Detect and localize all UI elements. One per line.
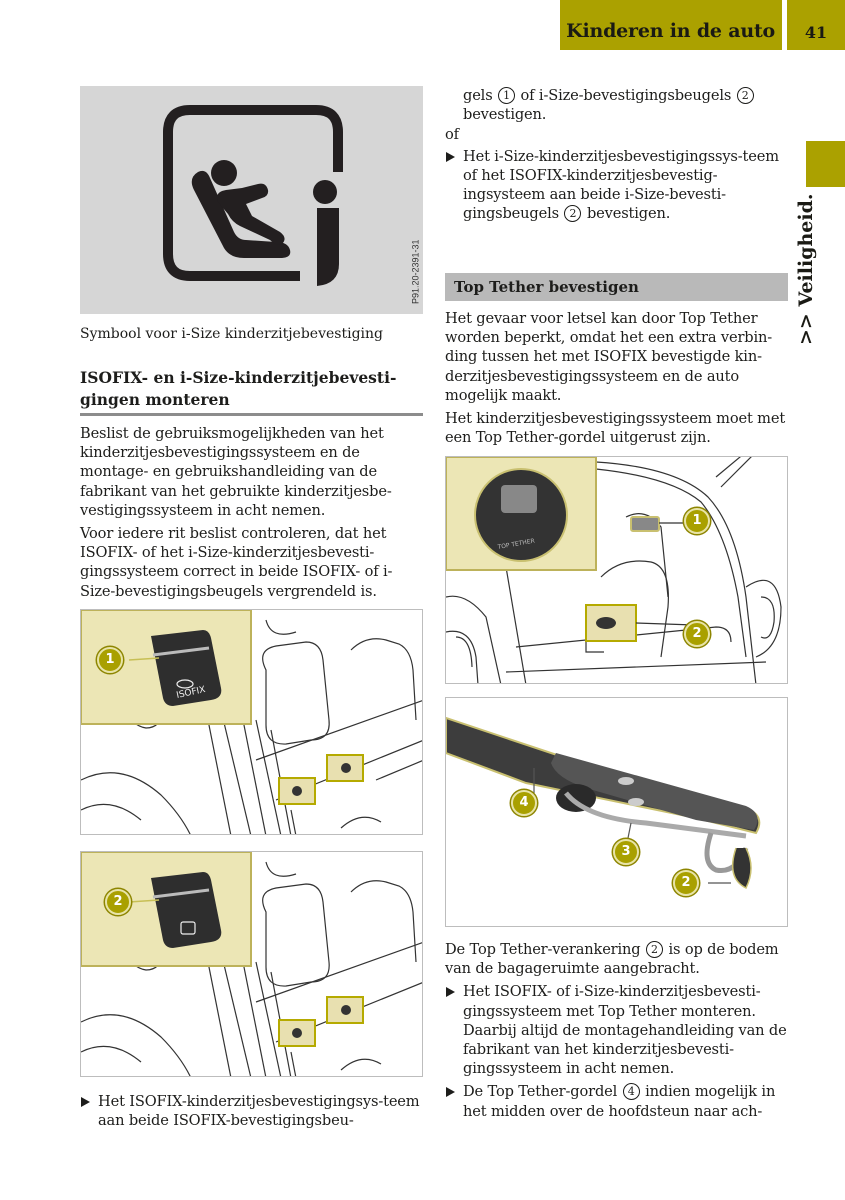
callout-2: 2 bbox=[684, 621, 710, 647]
bullet-item: De Top Tether-gordel 4 indien mogelijk in het midden over de hoofdsteun naar ach- bbox=[445, 1082, 788, 1120]
ref-number: 2 bbox=[564, 205, 581, 222]
top-tether-text bbox=[445, 309, 788, 451]
heading-rule bbox=[80, 413, 423, 416]
subsection-heading-bar bbox=[445, 273, 788, 301]
page-number: 41 bbox=[804, 23, 828, 42]
callout-1: 1 bbox=[97, 647, 123, 673]
chapter-title: Kinderen in de auto bbox=[566, 20, 775, 42]
callout-2: 2 bbox=[673, 870, 699, 896]
paragraph: Het kinderzitjesbevestigingssysteem moet met een Top Tether-gordel uitgerust zijn. bbox=[445, 410, 786, 447]
callout-2: 2 bbox=[105, 889, 131, 915]
section-tab-label: >> Veiligheid. bbox=[795, 193, 817, 345]
anchor-text bbox=[445, 940, 788, 1121]
section-heading: ISOFIX- en i-Size-kinderzitjebevesti-gingen monteren bbox=[80, 368, 397, 409]
i-size-child-seat-symbol-icon bbox=[80, 86, 423, 314]
paragraph: Het gevaar voor letsel kan door Top Tether worden beperkt, omdat het een extra verbin-ding tussen het met ISOFIX bevestigde kin-derzitjesbevestigingssysteem en de auto mogelijk maakt. bbox=[445, 310, 773, 404]
ref-number: 4 bbox=[623, 1083, 640, 1100]
bullet-continuation: gels 1 of i-Size-bevestigingsbeugels 2 bevestigen. bbox=[445, 86, 788, 124]
subsection-heading: Top Tether bevestigen bbox=[454, 278, 639, 296]
top-tether-location-figure bbox=[445, 456, 788, 684]
ref-number: 1 bbox=[498, 87, 515, 104]
bullet-item: Het ISOFIX-kinderzitjesbevestigingsys-teem aan beide ISOFIX-bevestigingsbeu- bbox=[80, 1092, 423, 1130]
bullet-item: Het i-Size-kinderzitjesbevestigingssys-teem of het ISOFIX-kinderzitjesbevestig-ingsysteem aan beide i-Size-bevesti-gingsbeugels 2 bevestigen. bbox=[445, 147, 788, 224]
bullet-item: Het ISOFIX- of i-Size-kinderzitjesbevesti-gingssysteem met Top Tether monteren. Daarbij altijd de montagehandleiding van de fabrikant van het kinderzitjesbevesti-gingssysteem in acht nemen. bbox=[445, 982, 788, 1078]
figure-caption: Symbool voor i-Size kinderzitjebevestiging bbox=[80, 326, 383, 342]
svg-text:TOP TETHER: TOP TETHER bbox=[497, 537, 536, 551]
i-size-symbol-figure bbox=[80, 86, 423, 314]
paragraph: Beslist de gebruiksmogelijkheden van het kinderzitjesbevestigingssysteem en de montage- en gebruikshandleiding van de fabrikant van het gebruikte kinderzitjesbe-vestigingssysteem in acht nemen. bbox=[80, 425, 392, 519]
paragraph: De Top Tether-verankering 2 is op de bodem van de bagageruimte aangebracht. bbox=[445, 941, 779, 978]
svg-text:ISOFIX: ISOFIX bbox=[175, 685, 207, 701]
paragraph: Voor iedere rit beslist controleren, dat het ISOFIX- of het i-Size-kinderzitjesbevesti-gingssysteem correct in beide ISOFIX- of i-Size-bevestigingsbeugels vergrendeld is. bbox=[80, 525, 393, 600]
ref-number: 2 bbox=[737, 87, 754, 104]
or-label: of bbox=[445, 126, 459, 144]
instruction-bullet bbox=[80, 1092, 423, 1130]
isofix-anchor-figure bbox=[80, 609, 423, 835]
instruction-continued bbox=[445, 86, 788, 223]
ref-number: 2 bbox=[646, 941, 663, 958]
figure-code: P91.20-2391-31 bbox=[411, 239, 421, 304]
callout-1: 1 bbox=[684, 508, 710, 534]
intro-text bbox=[80, 424, 423, 605]
top-tether-strap-figure bbox=[445, 697, 788, 927]
section-tab-marker bbox=[806, 141, 845, 187]
callout-3: 3 bbox=[613, 839, 639, 865]
callout-4: 4 bbox=[511, 790, 537, 816]
i-size-anchor-figure bbox=[80, 851, 423, 1077]
